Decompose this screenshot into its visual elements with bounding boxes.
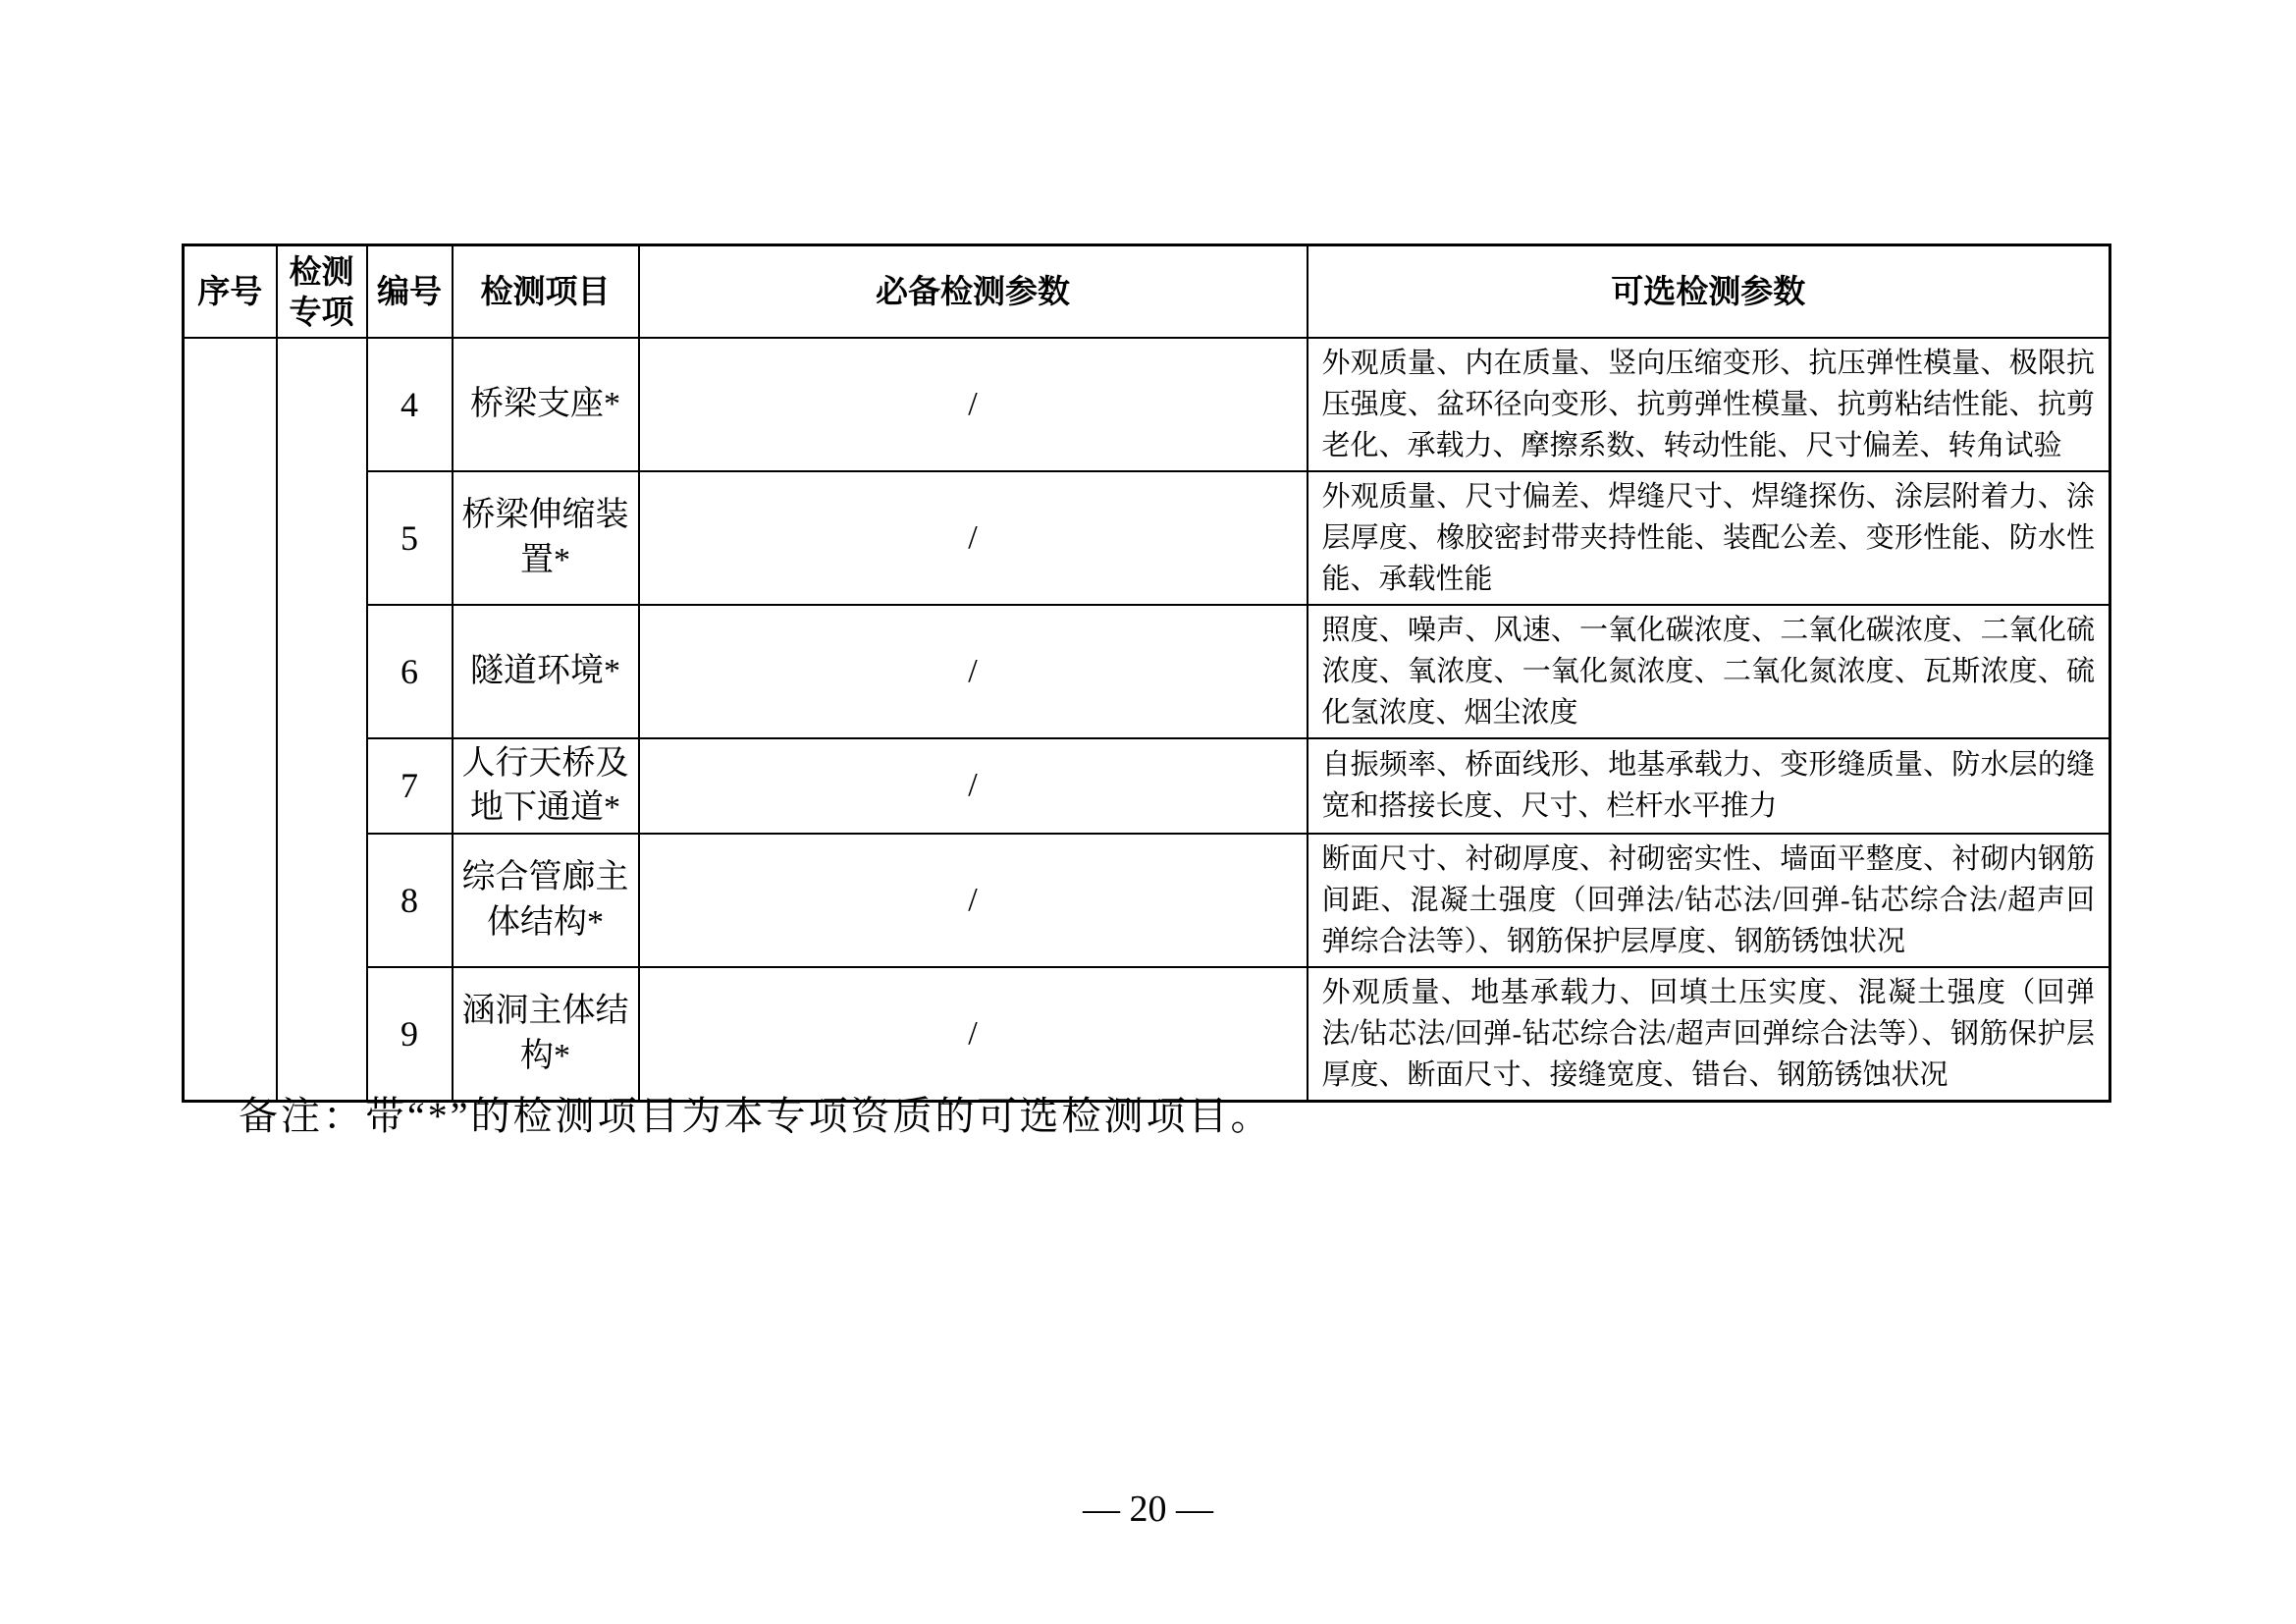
optional-parameters-cell: 照度、噪声、风速、一氧化碳浓度、二氧化碳浓度、二氧化硫浓度、氧浓度、一氧化氮浓度、二氧化氮浓度、瓦斯浓度、硫化氢浓度、烟尘浓度: [1308, 605, 2110, 738]
required-parameters-cell: /: [639, 738, 1308, 835]
table-row: [184, 605, 2110, 738]
header-inspection-specialty: 检测专项: [277, 245, 367, 338]
serial-number-empty-cell: [184, 338, 277, 1102]
item-number-cell: 9: [367, 967, 453, 1102]
header-required-parameters: 必备检测参数: [639, 245, 1308, 338]
optional-parameters-cell: 外观质量、地基承载力、回填土压实度、混凝土强度（回弹法/钻芯法/回弹-钻芯综合法/超声回弹综合法等）、钢筋保护层厚度、断面尺寸、接缝宽度、错台、钢筋锈蚀状况: [1308, 967, 2110, 1102]
table-row: [184, 471, 2110, 605]
header-item-number: 编号: [367, 245, 453, 338]
optional-parameters-cell: 外观质量、尺寸偏差、焊缝尺寸、焊缝探伤、涂层附着力、涂层厚度、橡胶密封带夹持性能、装配公差、变形性能、防水性能、承载性能: [1308, 471, 2110, 605]
item-number-cell: 4: [367, 338, 453, 471]
table-row: [184, 834, 2110, 967]
inspection-specialty-empty-cell: [277, 338, 367, 1102]
optional-parameters-cell: 自振频率、桥面线形、地基承载力、变形缝质量、防水层的缝宽和搭接长度、尺寸、栏杆水平推力: [1308, 738, 2110, 835]
inspection-item-cell: 桥梁支座*: [453, 338, 639, 471]
required-parameters-cell: /: [639, 605, 1308, 738]
header-inspection-item: 检测项目: [453, 245, 639, 338]
page-number: — 20 —: [1083, 1489, 1213, 1530]
table-row: [184, 738, 2110, 835]
required-parameters-cell: /: [639, 967, 1308, 1102]
inspection-parameters-table: [182, 244, 2111, 1103]
inspection-item-cell: 桥梁伸缩装置*: [453, 471, 639, 605]
remark-note: 备注：带“*”的检测项目为本专项资质的可选检测项目。: [239, 1094, 1273, 1138]
header-serial-number: 序号: [184, 245, 277, 338]
inspection-item-cell: 涵洞主体结构*: [453, 967, 639, 1102]
inspection-item-cell: 综合管廊主体结构*: [453, 834, 639, 967]
item-number-cell: 7: [367, 738, 453, 835]
table-row: [184, 338, 2110, 471]
item-number-cell: 5: [367, 471, 453, 605]
inspection-item-cell: 人行天桥及地下通道*: [453, 738, 639, 835]
header-optional-parameters: 可选检测参数: [1308, 245, 2110, 338]
required-parameters-cell: /: [639, 471, 1308, 605]
required-parameters-cell: /: [639, 338, 1308, 471]
optional-parameters-cell: 外观质量、内在质量、竖向压缩变形、抗压弹性模量、极限抗压强度、盆环径向变形、抗剪弹性模量、抗剪粘结性能、抗剪老化、承载力、摩擦系数、转动性能、尺寸偏差、转角试验: [1308, 338, 2110, 471]
item-number-cell: 6: [367, 605, 453, 738]
optional-parameters-cell: 断面尺寸、衬砌厚度、衬砌密实性、墙面平整度、衬砌内钢筋间距、混凝土强度（回弹法/钻芯法/回弹-钻芯综合法/超声回弹综合法等）、钢筋保护层厚度、钢筋锈蚀状况: [1308, 834, 2110, 967]
item-number-cell: 8: [367, 834, 453, 967]
inspection-item-cell: 隧道环境*: [453, 605, 639, 738]
table-header-row: [184, 245, 2110, 338]
required-parameters-cell: /: [639, 834, 1308, 967]
table-row: [184, 967, 2110, 1102]
